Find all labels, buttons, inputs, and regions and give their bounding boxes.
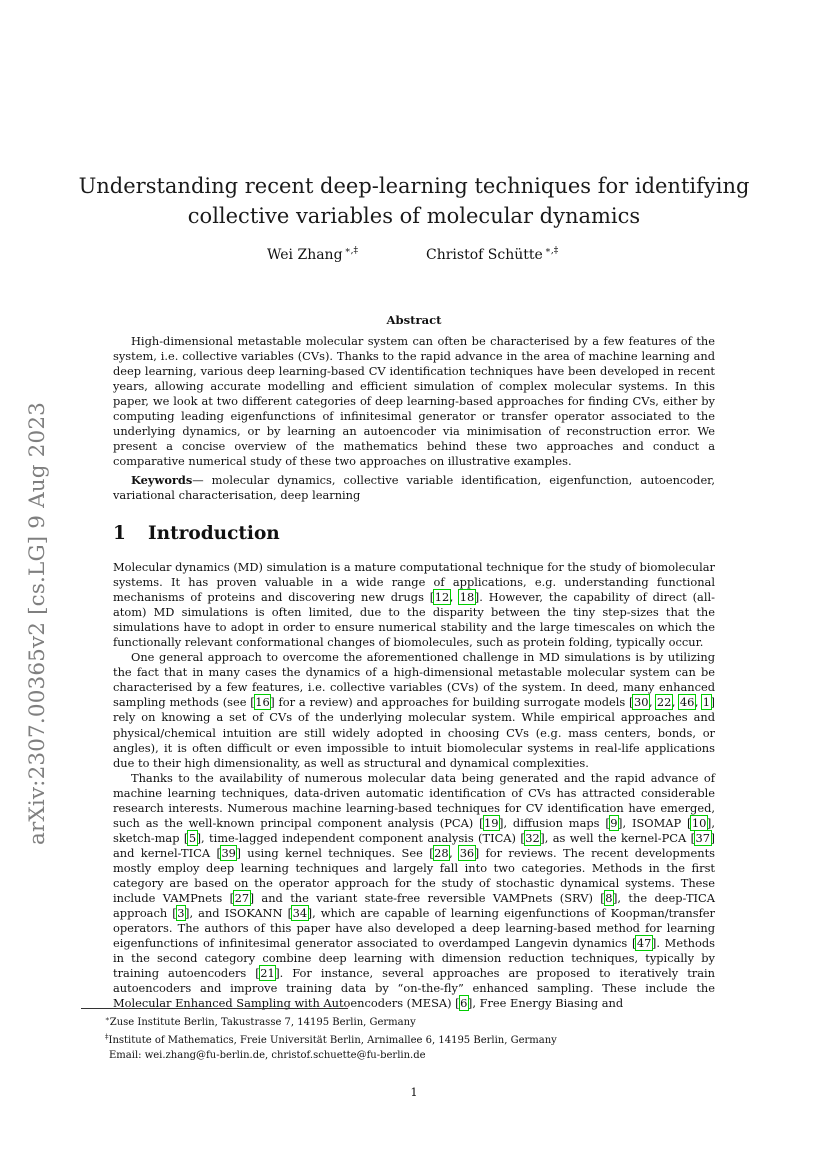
text: ] and the variant state-free reversible VAMPnets (SRV) [ bbox=[249, 891, 605, 906]
citation-link[interactable]: 34 bbox=[292, 906, 308, 921]
text: ], Free Energy Biasing and bbox=[467, 996, 624, 1011]
text: ]. Methods in the second category combine deep learning with dimension reduction techniques, typically by training autoencoders [ bbox=[113, 936, 715, 981]
author-2 bbox=[426, 246, 558, 263]
citation-link[interactable]: 8 bbox=[605, 891, 613, 906]
citation-link[interactable]: 19 bbox=[484, 815, 499, 830]
text: ]. However, the capability of direct (all-atom) MD simulations is often limited, due to the disparity between the tiny step-sizes that the simulations have to adopt in order to ensure numerical stability and the large timescales on which the functionally relevant conformational changes of biomolecules, such as protein folding, typically occur. bbox=[113, 590, 715, 650]
title-line-1: Understanding recent deep-learning techniques for identifying bbox=[78, 174, 750, 198]
arxiv-identifier-stamp: arXiv:2307.00365v2 [cs.LG] 9 Aug 2023 bbox=[25, 402, 50, 845]
text: ], as well the kernel-PCA [ bbox=[540, 830, 696, 845]
footnote-text: Institute of Mathematics, Freie Universität Berlin, Arnimallee 6, 14195 Berlin, Germany bbox=[108, 1035, 557, 1047]
text: ] rely on knowing a set of CVs of the underlying molecular system. While empirical approaches and physical/chemical intuition are still widely adopted in choosing CVs (e.g. mass centers, bonds, or angles), it is often difficult or even impossible to intuit biomolecular systems in real-life applications due to their high dimensionality, as well as structural and dynamical complexities. bbox=[113, 695, 715, 770]
paper-title bbox=[70, 171, 758, 231]
citation-link[interactable]: 28 bbox=[434, 845, 449, 860]
text: , bbox=[648, 695, 657, 710]
text: , bbox=[449, 590, 460, 605]
text: ] using kernel techniques. See [ bbox=[236, 845, 434, 860]
citation-link[interactable]: 10 bbox=[691, 815, 707, 830]
abstract-heading: Abstract bbox=[386, 313, 442, 327]
section-heading bbox=[113, 523, 280, 544]
citation-link[interactable]: 9 bbox=[610, 815, 618, 830]
footnote-divider bbox=[81, 1008, 348, 1009]
citation-link[interactable]: 1 bbox=[702, 695, 711, 710]
footnote-text: Email: wei.zhang@fu-berlin.de, christof.schuette@fu-berlin.de bbox=[109, 1049, 426, 1061]
citation-link[interactable]: 21 bbox=[260, 966, 275, 981]
footnote-1 bbox=[105, 1012, 557, 1030]
footnote-2 bbox=[105, 1030, 557, 1048]
citation-link[interactable]: 16 bbox=[255, 695, 270, 710]
text: , bbox=[671, 695, 680, 710]
citation-link[interactable]: 47 bbox=[636, 936, 652, 951]
author-affiliation-marks: ∗,‡ bbox=[544, 246, 559, 256]
text: ] and kernel-TICA [ bbox=[113, 830, 715, 860]
text: ], ISOMAP [ bbox=[618, 815, 692, 830]
paragraph-2 bbox=[113, 650, 715, 770]
citation-link[interactable]: 22 bbox=[656, 695, 672, 710]
text: ] for reviews. The recent developments mostly employ deep learning techniques and largely fall into two categories. Methods in the first category are based on the operator approach for the study of stochastic dynamical systems. These include VAMPnets [ bbox=[113, 845, 716, 906]
citation-link[interactable]: 37 bbox=[695, 830, 711, 845]
text: ], diffusion maps [ bbox=[499, 815, 610, 830]
text: One general approach to overcome the aforementioned challenge in MD simulations is by utilizing the fact that in many cases the dynamics of a high-dimensional metastable molecular system can be characterised by a few features, i.e. collective variables (CVs) of the system. In deed, many enhanced sampling methods (see [ bbox=[113, 650, 715, 710]
text: Thanks to the availability of numerous molecular data being generated and the rapid advance of machine learning techniques, data-driven automatic identification of CVs has attracted considerable research interests. Numerous machine learning-based techniques for CV identification have emerged, such as the well-known principal component analysis (PCA) [ bbox=[113, 770, 715, 830]
text: ], the deep-TICA approach [ bbox=[113, 891, 715, 921]
introduction-body bbox=[113, 560, 715, 1011]
citation-link[interactable]: 46 bbox=[679, 695, 695, 710]
text: , bbox=[694, 695, 703, 710]
author-name: Wei Zhang bbox=[267, 247, 343, 263]
text: ]. For instance, several approaches are proposed to iteratively train autoencoders and improve training data by “on-the-fly” enhanced sampling. These include the Molecular Enhanced Sampling with Autoencoders (MESA) [ bbox=[113, 966, 715, 1011]
citation-link[interactable]: 18 bbox=[459, 590, 475, 605]
author-1 bbox=[267, 246, 358, 263]
citation-link[interactable]: 27 bbox=[234, 891, 250, 906]
citation-link[interactable]: 39 bbox=[221, 845, 236, 860]
citation-link[interactable]: 3 bbox=[177, 906, 185, 921]
keywords bbox=[113, 473, 715, 503]
text: , bbox=[449, 845, 460, 860]
text: ], sketch-map [ bbox=[113, 815, 715, 845]
text: Molecular dynamics (MD) simulation is a mature computational technique for the study of biomolecular systems. It has proven valuable in a wide range of applications, e.g. understanding functional mechanisms of proteins and discovering new drugs [ bbox=[113, 560, 715, 605]
text: ] for a review) and approaches for building surrogate models [ bbox=[270, 695, 634, 710]
footnote-email bbox=[105, 1049, 557, 1063]
section-title: Introduction bbox=[148, 523, 280, 544]
paragraph-1 bbox=[113, 560, 715, 650]
text: ], and ISOKANN [ bbox=[185, 906, 293, 921]
title-line-2: collective variables of molecular dynamics bbox=[187, 204, 641, 228]
author-name: Christof Schütte bbox=[426, 247, 543, 263]
citation-link[interactable]: 6 bbox=[460, 996, 468, 1011]
keywords-text: — molecular dynamics, collective variable identification, eigenfunction, autoencoder, variational characterisation, deep learning bbox=[113, 473, 715, 503]
citation-link[interactable]: 32 bbox=[525, 830, 540, 845]
author-affiliation-marks: ∗,‡ bbox=[344, 246, 359, 256]
citation-link[interactable]: 36 bbox=[459, 845, 475, 860]
footnote-mark: ‡ bbox=[105, 1033, 109, 1042]
citation-link[interactable]: 12 bbox=[434, 590, 450, 605]
section-number: 1 bbox=[113, 523, 126, 544]
text: ], time-lagged independent component analysis (TICA) [ bbox=[196, 830, 525, 845]
footnote-mark: ∗ bbox=[105, 1015, 110, 1023]
text: ], which are capable of learning eigenfunctions of Koopman/transfer operators. The authors of this paper have also developed a deep learning-based method for learning eigenfunctions of infinitesimal generator associated to overdamped Langevin dynamics [ bbox=[113, 906, 715, 951]
keywords-label: Keywords bbox=[131, 473, 193, 487]
citation-link[interactable]: 5 bbox=[188, 830, 197, 845]
paragraph-3 bbox=[113, 771, 715, 1012]
citation-link[interactable]: 30 bbox=[633, 695, 649, 710]
page-number: 1 bbox=[410, 1085, 418, 1099]
footnotes bbox=[105, 1012, 557, 1063]
abstract-text: High-dimensional metastable molecular system can often be characterised by a few features of the system, i.e. collective variables (CVs). Thanks to the rapid advance in the area of machine learning and deep learning, various deep learning-based CV identification techniques have been developed in recent years, allowing accurate modelling and efficient simulation of complex molecular systems. In this paper, we look at two different categories of deep learning-based approaches for finding CVs, either by computing leading eigenfunctions of infinitesimal generator or transfer operator associated to the underlying dynamics, or by learning an autoencoder via minimisation of reconstruction error. We present a concise overview of the mathematics behind these two approaches and conduct a comparative numerical study of these two approaches on illustrative examples. bbox=[113, 334, 715, 469]
footnote-text: Zuse Institute Berlin, Takustrasse 7, 14195 Berlin, Germany bbox=[109, 1017, 416, 1028]
